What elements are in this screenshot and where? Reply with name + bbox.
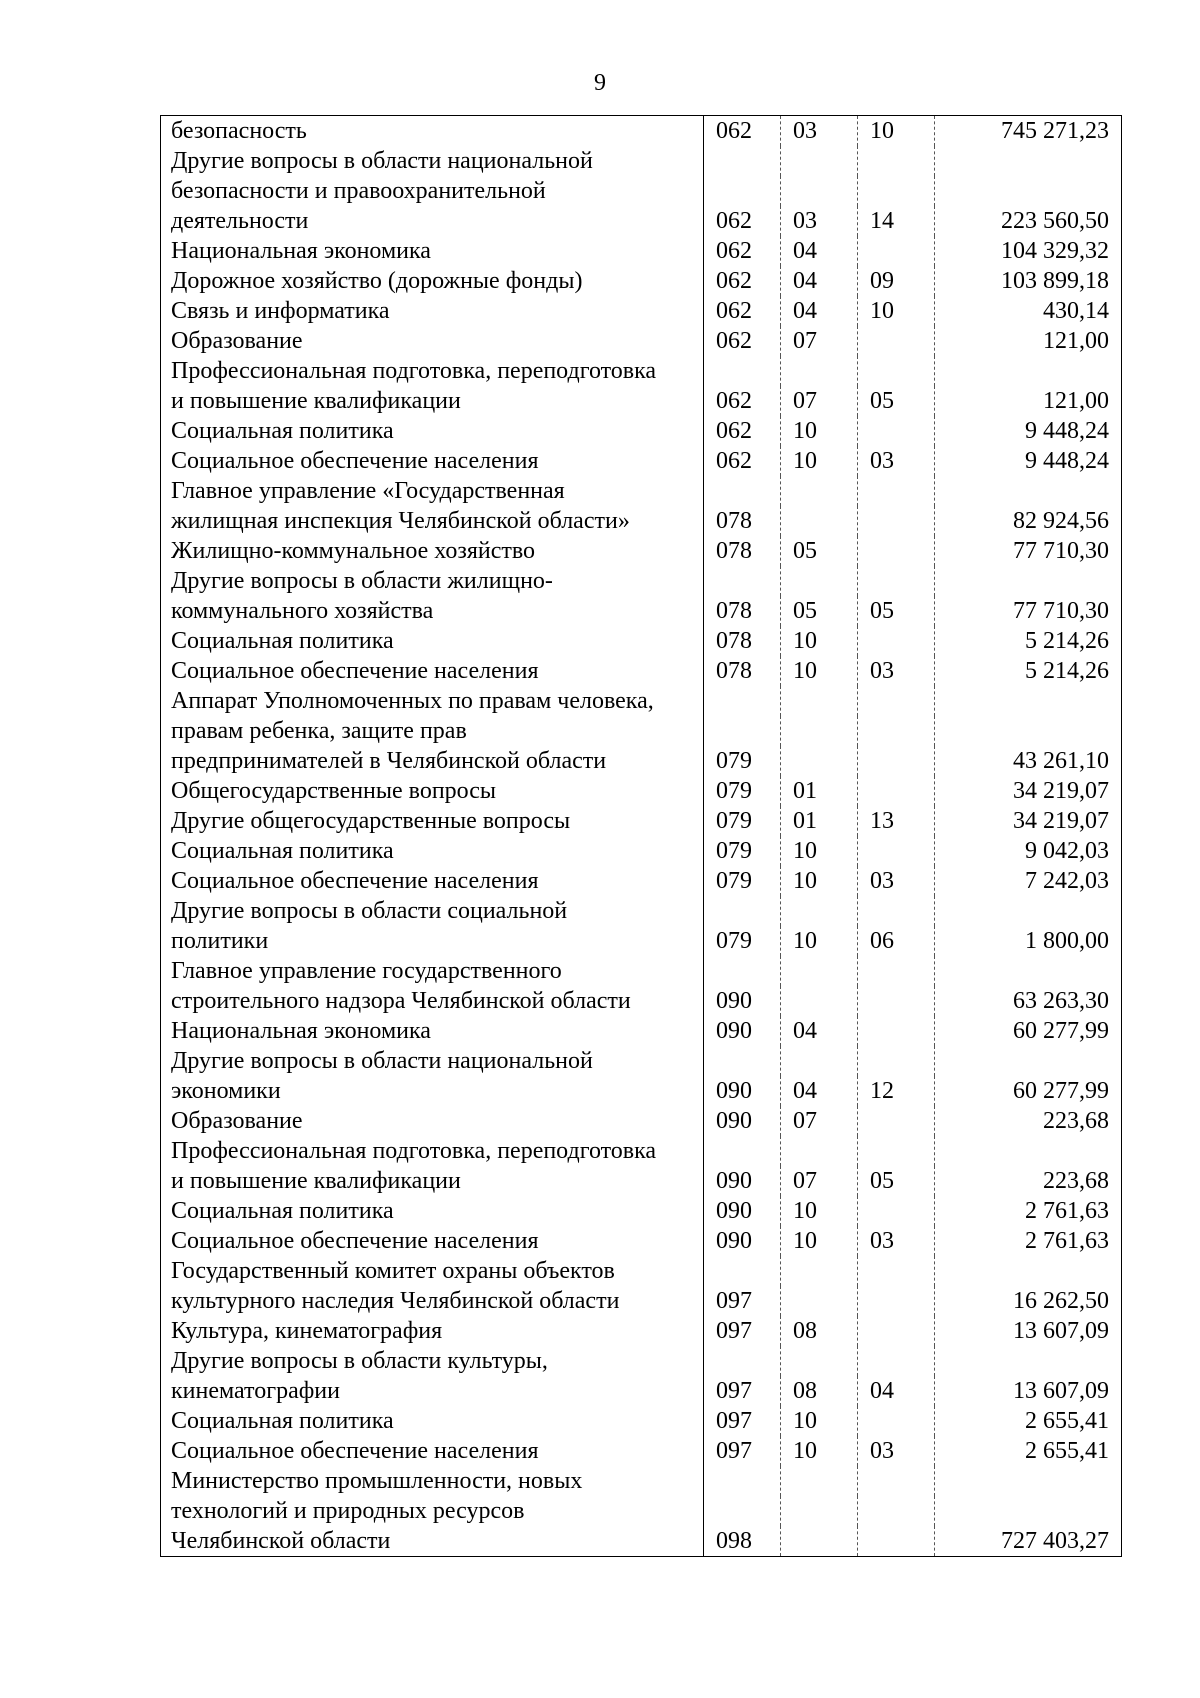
row-amount-cell bbox=[935, 686, 1122, 716]
row-amount-cell: 34 219,07 bbox=[1013, 808, 1109, 834]
row-amount-cell: 1 800,00 bbox=[1025, 928, 1109, 954]
table-row bbox=[161, 296, 1122, 326]
row-amount-cell: 5 214,26 bbox=[1025, 658, 1109, 684]
row-amount-cell: 60 277,99 bbox=[1013, 1018, 1109, 1044]
row-section-cell bbox=[781, 686, 858, 716]
row-subsection-cell bbox=[858, 1526, 935, 1557]
row-amount-cell: 745 271,23 bbox=[1001, 118, 1109, 144]
row-amount-cell: 43 261,10 bbox=[1013, 748, 1109, 774]
row-code-cell bbox=[704, 686, 781, 716]
table-row bbox=[161, 776, 1122, 806]
row-subsection-cell: 06 bbox=[858, 926, 935, 956]
row-name-cell: строительного надзора Челябинской области bbox=[161, 986, 704, 1016]
row-code-cell bbox=[704, 1256, 781, 1286]
row-code-cell: 090 bbox=[704, 1016, 781, 1046]
row-subsection-cell bbox=[858, 1286, 935, 1316]
row-code-cell: 079 bbox=[704, 806, 781, 836]
row-code-cell: 097 bbox=[704, 1436, 781, 1466]
row-code-cell bbox=[704, 1136, 781, 1166]
row-subsection-cell: 03 bbox=[858, 446, 935, 476]
table-row bbox=[161, 146, 1122, 176]
row-section-cell bbox=[781, 566, 858, 596]
row-amount-cell bbox=[935, 1256, 1122, 1286]
row-name-cell: технологий и природных ресурсов bbox=[161, 1496, 704, 1526]
row-subsection-cell bbox=[858, 176, 935, 206]
row-name-cell: Социальная политика bbox=[161, 1196, 704, 1226]
row-amount-cell bbox=[935, 476, 1122, 506]
table-row bbox=[161, 1346, 1122, 1376]
row-code-cell bbox=[704, 1046, 781, 1076]
table-body bbox=[161, 116, 1122, 1557]
row-section-cell: 10 bbox=[781, 1196, 858, 1226]
row-subsection-cell bbox=[858, 1016, 935, 1046]
row-section-cell bbox=[781, 746, 858, 776]
row-subsection-cell bbox=[858, 1106, 935, 1136]
table-row bbox=[161, 1256, 1122, 1286]
row-subsection-cell bbox=[858, 1046, 935, 1076]
row-subsection-cell: 14 bbox=[858, 206, 935, 236]
row-section-cell bbox=[781, 146, 858, 176]
row-name-cell: и повышение квалификации bbox=[161, 386, 704, 416]
table-row bbox=[161, 1196, 1122, 1226]
row-amount-cell bbox=[935, 1496, 1122, 1526]
table-row bbox=[161, 926, 1122, 956]
row-code-cell bbox=[704, 1346, 781, 1376]
row-subsection-cell bbox=[858, 536, 935, 566]
row-name-cell: Социальная политика bbox=[161, 416, 704, 446]
row-amount-cell bbox=[935, 566, 1122, 596]
row-section-cell: 10 bbox=[781, 416, 858, 446]
row-amount-cell: 5 214,26 bbox=[1025, 628, 1109, 654]
row-name-cell: Социальная политика bbox=[161, 836, 704, 866]
row-amount-cell: 63 263,30 bbox=[1013, 988, 1109, 1014]
row-code-cell: 062 bbox=[704, 116, 781, 147]
table-row bbox=[161, 1046, 1122, 1076]
row-name-cell: Образование bbox=[161, 326, 704, 356]
row-amount-cell: 82 924,56 bbox=[1013, 508, 1109, 534]
row-name-cell: Другие вопросы в области национальной bbox=[161, 146, 704, 176]
row-amount-cell bbox=[935, 146, 1122, 176]
row-name-cell: Другие вопросы в области социальной bbox=[161, 896, 704, 926]
row-section-cell bbox=[781, 176, 858, 206]
row-subsection-cell: 05 bbox=[858, 596, 935, 626]
row-section-cell: 05 bbox=[781, 536, 858, 566]
row-code-cell: 097 bbox=[704, 1376, 781, 1406]
row-subsection-cell bbox=[858, 776, 935, 806]
row-section-cell: 10 bbox=[781, 1406, 858, 1436]
row-section-cell bbox=[781, 1496, 858, 1526]
row-section-cell: 08 bbox=[781, 1376, 858, 1406]
row-name-cell: Аппарат Уполномоченных по правам человека, bbox=[161, 686, 704, 716]
row-subsection-cell bbox=[858, 686, 935, 716]
table-row bbox=[161, 566, 1122, 596]
row-subsection-cell bbox=[858, 1406, 935, 1436]
row-section-cell bbox=[781, 896, 858, 926]
row-amount-cell bbox=[935, 716, 1122, 746]
row-section-cell: 01 bbox=[781, 806, 858, 836]
row-subsection-cell: 05 bbox=[858, 386, 935, 416]
row-section-cell: 01 bbox=[781, 776, 858, 806]
row-subsection-cell bbox=[858, 626, 935, 656]
row-amount-cell bbox=[935, 1346, 1122, 1376]
row-name-cell: Общегосударственные вопросы bbox=[161, 776, 704, 806]
row-name-cell: Социальное обеспечение населения bbox=[161, 1436, 704, 1466]
row-name-cell: Социальное обеспечение населения bbox=[161, 866, 704, 896]
row-amount-cell: 223 560,50 bbox=[1001, 208, 1109, 234]
row-code-cell: 090 bbox=[704, 1106, 781, 1136]
row-section-cell: 10 bbox=[781, 836, 858, 866]
row-name-cell: предпринимателей в Челябинской области bbox=[161, 746, 704, 776]
table-row bbox=[161, 1316, 1122, 1346]
table-row bbox=[161, 1466, 1122, 1496]
table-row bbox=[161, 716, 1122, 746]
row-code-cell bbox=[704, 146, 781, 176]
table-row bbox=[161, 626, 1122, 656]
row-section-cell: 10 bbox=[781, 866, 858, 896]
row-name-cell: безопасности и правоохранительной bbox=[161, 176, 704, 206]
row-name-cell: безопасность bbox=[161, 116, 704, 147]
table-row bbox=[161, 536, 1122, 566]
row-code-cell bbox=[704, 896, 781, 926]
row-code-cell: 062 bbox=[704, 296, 781, 326]
table-row bbox=[161, 176, 1122, 206]
row-amount-cell bbox=[935, 1466, 1122, 1496]
row-code-cell: 078 bbox=[704, 626, 781, 656]
row-name-cell: Социальное обеспечение населения bbox=[161, 656, 704, 686]
row-subsection-cell: 12 bbox=[858, 1076, 935, 1106]
table-row bbox=[161, 236, 1122, 266]
table-row bbox=[161, 386, 1122, 416]
row-section-cell: 10 bbox=[781, 446, 858, 476]
row-name-cell: политики bbox=[161, 926, 704, 956]
row-amount-cell: 121,00 bbox=[1043, 328, 1109, 354]
row-name-cell: Социальная политика bbox=[161, 626, 704, 656]
row-section-cell bbox=[781, 1286, 858, 1316]
row-code-cell: 090 bbox=[704, 1166, 781, 1196]
row-subsection-cell bbox=[858, 986, 935, 1016]
row-section-cell bbox=[781, 1256, 858, 1286]
row-section-cell bbox=[781, 1466, 858, 1496]
row-amount-cell: 121,00 bbox=[1043, 388, 1109, 414]
row-code-cell: 078 bbox=[704, 656, 781, 686]
table-row bbox=[161, 356, 1122, 386]
table-row bbox=[161, 986, 1122, 1016]
row-code-cell: 078 bbox=[704, 596, 781, 626]
row-code-cell: 090 bbox=[704, 1226, 781, 1256]
row-code-cell: 090 bbox=[704, 1196, 781, 1226]
row-subsection-cell bbox=[858, 416, 935, 446]
table-row bbox=[161, 836, 1122, 866]
row-name-cell: Жилищно-коммунальное хозяйство bbox=[161, 536, 704, 566]
row-amount-cell: 9 448,24 bbox=[1025, 418, 1109, 444]
table-row bbox=[161, 476, 1122, 506]
row-name-cell: Другие общегосударственные вопросы bbox=[161, 806, 704, 836]
row-amount-cell bbox=[935, 1046, 1122, 1076]
row-section-cell: 03 bbox=[781, 206, 858, 236]
row-name-cell: культурного наследия Челябинской области bbox=[161, 1286, 704, 1316]
table-row bbox=[161, 1496, 1122, 1526]
row-amount-cell: 104 329,32 bbox=[1001, 238, 1109, 264]
row-amount-cell: 2 655,41 bbox=[1025, 1438, 1109, 1464]
table-row bbox=[161, 656, 1122, 686]
row-subsection-cell: 09 bbox=[858, 266, 935, 296]
row-subsection-cell: 03 bbox=[858, 656, 935, 686]
row-amount-cell: 9 448,24 bbox=[1025, 448, 1109, 474]
row-code-cell bbox=[704, 1496, 781, 1526]
row-amount-cell: 34 219,07 bbox=[1013, 778, 1109, 804]
row-subsection-cell: 10 bbox=[858, 296, 935, 326]
row-code-cell bbox=[704, 476, 781, 506]
row-code-cell: 078 bbox=[704, 506, 781, 536]
table-row bbox=[161, 1436, 1122, 1466]
row-name-cell: экономики bbox=[161, 1076, 704, 1106]
row-amount-cell: 727 403,27 bbox=[1001, 1528, 1109, 1554]
row-amount-cell: 13 607,09 bbox=[1013, 1318, 1109, 1344]
row-amount-cell: 9 042,03 bbox=[1025, 838, 1109, 864]
row-amount-cell: 223,68 bbox=[1043, 1108, 1109, 1134]
row-name-cell: Государственный комитет охраны объектов bbox=[161, 1256, 704, 1286]
row-code-cell: 079 bbox=[704, 776, 781, 806]
row-section-cell bbox=[781, 716, 858, 746]
row-section-cell: 05 bbox=[781, 596, 858, 626]
row-subsection-cell bbox=[858, 1466, 935, 1496]
row-amount-cell: 2 761,63 bbox=[1025, 1198, 1109, 1224]
table-row bbox=[161, 1076, 1122, 1106]
row-code-cell: 062 bbox=[704, 236, 781, 266]
row-code-cell bbox=[704, 566, 781, 596]
row-section-cell bbox=[781, 956, 858, 986]
row-section-cell bbox=[781, 1136, 858, 1166]
row-section-cell: 10 bbox=[781, 1226, 858, 1256]
row-code-cell bbox=[704, 956, 781, 986]
row-name-cell: Профессиональная подготовка, переподготовка bbox=[161, 356, 704, 386]
row-code-cell bbox=[704, 356, 781, 386]
row-name-cell: Другие вопросы в области национальной bbox=[161, 1046, 704, 1076]
row-code-cell: 062 bbox=[704, 446, 781, 476]
row-section-cell: 07 bbox=[781, 1166, 858, 1196]
row-section-cell bbox=[781, 1346, 858, 1376]
row-subsection-cell bbox=[858, 896, 935, 926]
table-row bbox=[161, 1106, 1122, 1136]
row-code-cell: 079 bbox=[704, 746, 781, 776]
row-subsection-cell bbox=[858, 236, 935, 266]
row-name-cell: Министерство промышленности, новых bbox=[161, 1466, 704, 1496]
row-subsection-cell bbox=[858, 956, 935, 986]
table-row bbox=[161, 896, 1122, 926]
row-subsection-cell bbox=[858, 1136, 935, 1166]
row-code-cell: 062 bbox=[704, 386, 781, 416]
row-name-cell: кинематографии bbox=[161, 1376, 704, 1406]
table-row bbox=[161, 1526, 1122, 1557]
row-amount-cell: 223,68 bbox=[1043, 1168, 1109, 1194]
row-section-cell: 04 bbox=[781, 236, 858, 266]
row-code-cell: 079 bbox=[704, 836, 781, 866]
row-name-cell: Социальное обеспечение населения bbox=[161, 1226, 704, 1256]
row-amount-cell bbox=[935, 176, 1122, 206]
table-row bbox=[161, 686, 1122, 716]
row-subsection-cell: 04 bbox=[858, 1376, 935, 1406]
row-section-cell bbox=[781, 1526, 858, 1557]
row-name-cell: правам ребенка, защите прав bbox=[161, 716, 704, 746]
table-row bbox=[161, 1376, 1122, 1406]
row-amount-cell: 16 262,50 bbox=[1013, 1288, 1109, 1314]
row-subsection-cell bbox=[858, 746, 935, 776]
row-code-cell bbox=[704, 716, 781, 746]
row-name-cell: Национальная экономика bbox=[161, 1016, 704, 1046]
row-subsection-cell bbox=[858, 1256, 935, 1286]
row-amount-cell: 77 710,30 bbox=[1013, 538, 1109, 564]
row-code-cell: 062 bbox=[704, 266, 781, 296]
row-amount-cell bbox=[935, 896, 1122, 926]
row-amount-cell bbox=[935, 1136, 1122, 1166]
table-row bbox=[161, 1286, 1122, 1316]
table-row bbox=[161, 1226, 1122, 1256]
row-subsection-cell: 03 bbox=[858, 1436, 935, 1466]
row-subsection-cell bbox=[858, 506, 935, 536]
row-name-cell: Другие вопросы в области жилищно- bbox=[161, 566, 704, 596]
row-name-cell: и повышение квалификации bbox=[161, 1166, 704, 1196]
row-code-cell: 079 bbox=[704, 866, 781, 896]
row-subsection-cell: 10 bbox=[858, 116, 935, 147]
table-row bbox=[161, 266, 1122, 296]
row-section-cell bbox=[781, 1046, 858, 1076]
page-number: 9 bbox=[594, 70, 606, 96]
row-section-cell: 03 bbox=[781, 116, 858, 147]
row-subsection-cell bbox=[858, 716, 935, 746]
row-subsection-cell bbox=[858, 836, 935, 866]
row-name-cell: Социальная политика bbox=[161, 1406, 704, 1436]
row-name-cell: коммунального хозяйства bbox=[161, 596, 704, 626]
row-code-cell: 078 bbox=[704, 536, 781, 566]
row-amount-cell: 60 277,99 bbox=[1013, 1078, 1109, 1104]
row-code-cell bbox=[704, 1466, 781, 1496]
row-name-cell: деятельности bbox=[161, 206, 704, 236]
row-amount-cell: 103 899,18 bbox=[1001, 268, 1109, 294]
row-code-cell: 062 bbox=[704, 206, 781, 236]
row-code-cell: 097 bbox=[704, 1406, 781, 1436]
row-section-cell: 04 bbox=[781, 296, 858, 326]
row-code-cell: 062 bbox=[704, 416, 781, 446]
row-section-cell bbox=[781, 986, 858, 1016]
row-name-cell: Главное управление «Государственная bbox=[161, 476, 704, 506]
table-row bbox=[161, 416, 1122, 446]
row-section-cell bbox=[781, 476, 858, 506]
row-subsection-cell bbox=[858, 1496, 935, 1526]
table-row bbox=[161, 206, 1122, 236]
table-row bbox=[161, 116, 1122, 147]
row-subsection-cell bbox=[858, 326, 935, 356]
row-code-cell: 062 bbox=[704, 326, 781, 356]
row-section-cell: 07 bbox=[781, 386, 858, 416]
row-subsection-cell bbox=[858, 1316, 935, 1346]
row-subsection-cell bbox=[858, 1346, 935, 1376]
row-amount-cell: 7 242,03 bbox=[1025, 868, 1109, 894]
row-section-cell: 04 bbox=[781, 266, 858, 296]
table-row bbox=[161, 1166, 1122, 1196]
row-section-cell bbox=[781, 506, 858, 536]
row-section-cell: 10 bbox=[781, 626, 858, 656]
row-section-cell: 04 bbox=[781, 1016, 858, 1046]
row-section-cell: 10 bbox=[781, 1436, 858, 1466]
table-row bbox=[161, 446, 1122, 476]
row-code-cell: 097 bbox=[704, 1316, 781, 1346]
table-row bbox=[161, 746, 1122, 776]
row-section-cell bbox=[781, 356, 858, 386]
row-name-cell: жилищная инспекция Челябинской области» bbox=[161, 506, 704, 536]
row-section-cell: 07 bbox=[781, 1106, 858, 1136]
table-row bbox=[161, 1406, 1122, 1436]
row-amount-cell bbox=[935, 956, 1122, 986]
row-section-cell: 08 bbox=[781, 1316, 858, 1346]
row-amount-cell bbox=[935, 356, 1122, 386]
row-code-cell: 090 bbox=[704, 986, 781, 1016]
row-name-cell: Национальная экономика bbox=[161, 236, 704, 266]
row-name-cell: Дорожное хозяйство (дорожные фонды) bbox=[161, 266, 704, 296]
table-row bbox=[161, 866, 1122, 896]
table-row bbox=[161, 806, 1122, 836]
table-row bbox=[161, 1136, 1122, 1166]
row-code-cell: 079 bbox=[704, 926, 781, 956]
row-name-cell: Культура, кинематография bbox=[161, 1316, 704, 1346]
row-subsection-cell: 05 bbox=[858, 1166, 935, 1196]
row-amount-cell: 13 607,09 bbox=[1013, 1378, 1109, 1404]
row-name-cell: Образование bbox=[161, 1106, 704, 1136]
row-name-cell: Главное управление государственного bbox=[161, 956, 704, 986]
row-section-cell: 07 bbox=[781, 326, 858, 356]
row-code-cell bbox=[704, 176, 781, 206]
row-section-cell: 10 bbox=[781, 926, 858, 956]
table-row bbox=[161, 1016, 1122, 1046]
row-amount-cell: 77 710,30 bbox=[1013, 598, 1109, 624]
row-amount-cell: 2 655,41 bbox=[1025, 1408, 1109, 1434]
row-code-cell: 090 bbox=[704, 1076, 781, 1106]
row-name-cell: Челябинской области bbox=[161, 1526, 704, 1557]
table-row bbox=[161, 596, 1122, 626]
row-amount-cell: 430,14 bbox=[1043, 298, 1109, 324]
row-subsection-cell bbox=[858, 1196, 935, 1226]
row-code-cell: 097 bbox=[704, 1286, 781, 1316]
row-name-cell: Социальное обеспечение населения bbox=[161, 446, 704, 476]
row-name-cell: Связь и информатика bbox=[161, 296, 704, 326]
row-section-cell: 04 bbox=[781, 1076, 858, 1106]
table-row bbox=[161, 326, 1122, 356]
row-name-cell: Профессиональная подготовка, переподготовка bbox=[161, 1136, 704, 1166]
row-subsection-cell: 13 bbox=[858, 806, 935, 836]
row-section-cell: 10 bbox=[781, 656, 858, 686]
row-subsection-cell bbox=[858, 476, 935, 506]
row-subsection-cell bbox=[858, 146, 935, 176]
row-name-cell: Другие вопросы в области культуры, bbox=[161, 1346, 704, 1376]
budget-table bbox=[160, 115, 1122, 1557]
row-subsection-cell: 03 bbox=[858, 866, 935, 896]
table-row bbox=[161, 506, 1122, 536]
table-row bbox=[161, 956, 1122, 986]
row-code-cell: 098 bbox=[704, 1526, 781, 1557]
row-amount-cell: 2 761,63 bbox=[1025, 1228, 1109, 1254]
row-subsection-cell: 03 bbox=[858, 1226, 935, 1256]
row-subsection-cell bbox=[858, 356, 935, 386]
row-subsection-cell bbox=[858, 566, 935, 596]
